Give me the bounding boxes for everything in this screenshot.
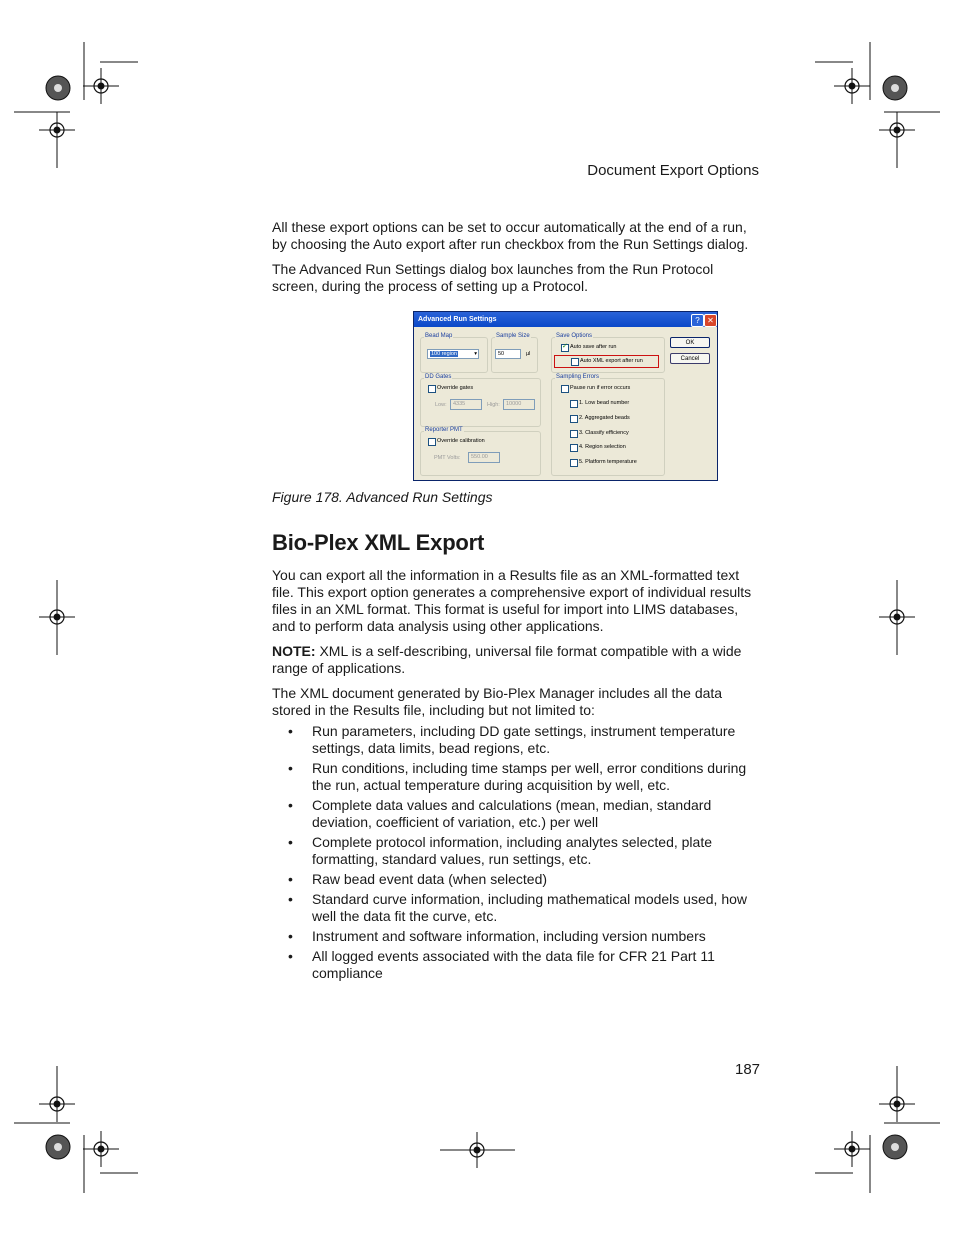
list-item <box>272 834 762 868</box>
high-label: High: <box>487 402 500 408</box>
intro-text <box>272 219 762 295</box>
auto-xml-export-checkbox[interactable] <box>571 358 579 366</box>
sample-size-unit: µl <box>526 351 531 357</box>
error-label: 3. Classify efficiency <box>579 430 629 436</box>
error-checkbox[interactable] <box>570 459 578 467</box>
page-number: 187 <box>735 1061 761 1078</box>
override-gates-checkbox[interactable] <box>428 385 436 393</box>
bullet-glyph: • <box>288 871 293 887</box>
bullet-list <box>272 723 762 985</box>
dd-gates-label: DD Gates <box>425 374 452 380</box>
low-label: Low: <box>435 402 447 408</box>
note-paragraph <box>272 643 762 677</box>
error-checkbox[interactable] <box>570 430 578 438</box>
reporter-pmt-label: Reporter PMT <box>425 427 463 433</box>
list-item <box>272 871 762 888</box>
list-item <box>272 723 762 757</box>
chevron-down-icon: ▾ <box>474 351 477 357</box>
error-label: 1. Low bead number <box>579 400 630 406</box>
pause-run-label: Pause run if error occurs <box>570 385 631 391</box>
figure-caption: Figure 178. Advanced Run Settings <box>272 489 493 505</box>
bullet-text: Complete protocol information, including analytes selected, plate formatting, standard values, run settings, etc. <box>312 834 713 867</box>
bullet-text: Instrument and software information, including version numbers <box>312 928 706 944</box>
auto-save-checkbox[interactable] <box>561 344 569 352</box>
body-paragraph-1: You can export all the information in a Results file as an XML-formatted text file. This export option generates a comprehensive export of individual results files in an XML format. This format is useful for import into LIMS databases, and to perform data analysis using other applications. <box>272 567 752 634</box>
error-checkbox[interactable] <box>570 444 578 452</box>
sample-size-label: Sample Size <box>496 333 530 339</box>
bullet-text: Complete data values and calculations (mean, median, standard deviation, coefficient of variation, etc.) per well <box>312 797 712 830</box>
intro-paragraph-1: All these export options can be set to occur automatically at the end of a run, by choosing the Auto export after run checkbox from the Run Settings dialog. <box>272 219 749 252</box>
bullet-text: Run parameters, including DD gate settings, instrument temperature settings, data limits, bead regions, etc. <box>312 723 736 756</box>
bullet-glyph: • <box>288 797 293 813</box>
sample-size-input[interactable]: 50 <box>495 349 521 359</box>
auto-save-label: Auto save after run <box>570 344 617 350</box>
error-label: 5. Platform temperature <box>579 459 637 465</box>
pmt-volts-input[interactable]: 550.00 <box>468 452 500 463</box>
override-calibration-checkbox[interactable] <box>428 438 436 446</box>
bullet-glyph: • <box>288 723 293 739</box>
bullet-glyph: • <box>288 948 293 964</box>
bullet-glyph: • <box>288 760 293 776</box>
note-text: XML is a self-describing, universal file format compatible with a wide range of applications. <box>272 643 742 676</box>
error-label: 2. Aggregated beads <box>579 415 630 421</box>
running-header: Document Export Options <box>587 162 759 179</box>
bullet-glyph: • <box>288 928 293 944</box>
auto-xml-export-label: Auto XML export after run <box>580 358 643 364</box>
note-label: NOTE: <box>272 643 316 659</box>
intro-paragraph-2: The Advanced Run Settings dialog box launches from the Run Protocol screen, during the process of setting up a Protocol. <box>272 261 714 294</box>
pmt-volts-label: PMT Volts: <box>434 455 461 461</box>
error-label: 4. Region selection <box>579 444 626 450</box>
list-item <box>272 797 762 831</box>
ok-button[interactable]: OK <box>670 337 710 348</box>
bullet-text: All logged events associated with the data file for CFR 21 Part 11 compliance <box>312 948 715 981</box>
help-button[interactable]: ? <box>691 314 704 327</box>
body-paragraph-2: The XML document generated by Bio-Plex Manager includes all the data stored in the Results file, including but not limited to: <box>272 685 723 718</box>
list-item <box>272 760 762 794</box>
close-button[interactable]: ✕ <box>704 314 717 327</box>
cancel-button[interactable]: Cancel <box>670 353 710 364</box>
list-item <box>272 948 762 982</box>
bead-map-value: 100 region <box>431 351 457 357</box>
override-calibration-label: Override calibration <box>437 438 485 444</box>
section-heading: Bio-Plex XML Export <box>272 530 485 555</box>
section-body <box>272 567 762 719</box>
bullet-text: Standard curve information, including mathematical models used, how well the data fit the curve, etc. <box>312 891 748 924</box>
error-checkbox[interactable] <box>570 415 578 423</box>
sampling-errors-label: Sampling Errors <box>556 374 600 380</box>
override-gates-label: Override gates <box>437 385 474 391</box>
bullet-text: Raw bead event data (when selected) <box>312 871 548 887</box>
error-checkbox[interactable] <box>570 400 578 408</box>
save-options-label: Save Options <box>556 333 593 339</box>
dialog-title: Advanced Run Settings <box>414 312 717 327</box>
high-input[interactable]: 10000 <box>503 399 535 410</box>
low-input[interactable]: 4335 <box>450 399 482 410</box>
list-item <box>272 891 762 925</box>
bead-map-select[interactable] <box>427 349 479 359</box>
bead-map-label: Bead Map <box>425 333 453 339</box>
bullet-glyph: • <box>288 834 293 850</box>
advanced-run-settings-dialog <box>413 311 718 481</box>
pause-run-checkbox[interactable] <box>561 385 569 393</box>
bullet-glyph: • <box>288 891 293 907</box>
list-item <box>272 928 762 945</box>
bullet-text: Run conditions, including time stamps per well, error conditions during the run, actual temperature during acquisition by well, etc. <box>312 760 747 793</box>
